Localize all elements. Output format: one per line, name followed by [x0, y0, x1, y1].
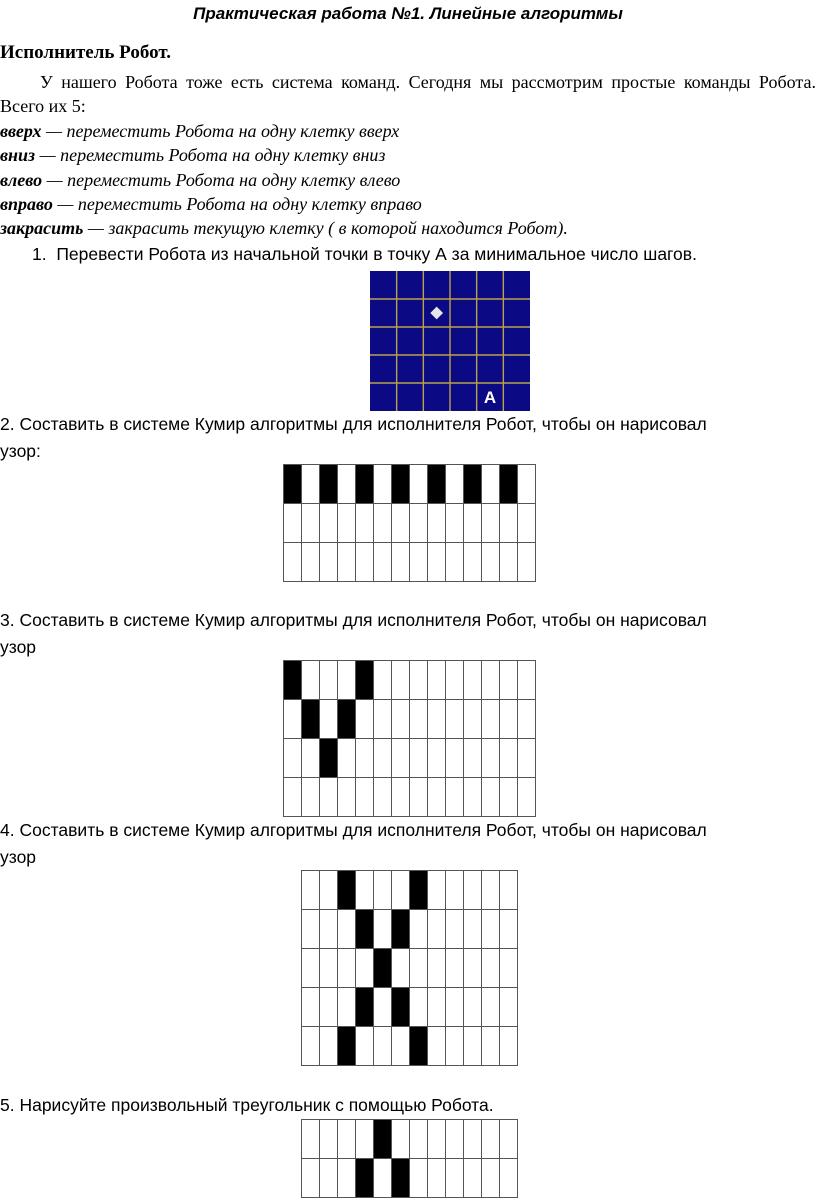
grid-cell — [302, 778, 320, 817]
grid-cell — [284, 778, 302, 817]
grid-cell — [428, 700, 446, 739]
grid-cell — [356, 1120, 374, 1159]
filled-cell — [500, 465, 518, 504]
grid-cell — [446, 1120, 464, 1159]
grid-cell — [356, 871, 374, 910]
grid-cell — [302, 543, 320, 582]
grid-cell — [338, 949, 356, 988]
grid-cell — [338, 778, 356, 817]
grid-cell — [338, 739, 356, 778]
grid-cell — [374, 910, 392, 949]
filled-cell — [338, 700, 356, 739]
grid-cell — [374, 988, 392, 1027]
command-desc: — переместить Робота на одну клетку вниз — [35, 145, 386, 165]
grid-cell — [482, 1027, 500, 1066]
grid-cell — [446, 988, 464, 1027]
grid-cell — [464, 778, 482, 817]
grid-cell — [356, 543, 374, 582]
grid-cell — [338, 988, 356, 1027]
grid-cell — [356, 778, 374, 817]
grid-cell — [302, 871, 320, 910]
filled-cell — [428, 465, 446, 504]
grid-cell — [464, 1159, 482, 1198]
grid-cell — [374, 1027, 392, 1066]
grid-cell — [320, 871, 338, 910]
grid-cell — [302, 988, 320, 1027]
grid-cell — [428, 739, 446, 778]
command-paint — [0, 218, 568, 239]
command-name: закрасить — [0, 218, 84, 238]
grid-cell — [302, 661, 320, 700]
filled-cell — [302, 700, 320, 739]
robot-marker — [430, 307, 443, 320]
command-name: вверх — [0, 121, 42, 141]
filled-cell — [356, 465, 374, 504]
grid-cell — [464, 910, 482, 949]
command-name: вправо — [0, 194, 53, 214]
grid-cell — [338, 1159, 356, 1198]
grid-cell — [410, 778, 428, 817]
pattern-grid-4 — [301, 870, 518, 1066]
grid-cell — [500, 739, 518, 778]
task-4-line-1: 4. Составить в системе Кумир алгоритмы для исполнителя Робот, чтобы он нарисовал — [0, 820, 707, 840]
grid-cell — [374, 871, 392, 910]
grid-cell — [374, 465, 392, 504]
grid-cell — [482, 661, 500, 700]
grid-cell — [428, 543, 446, 582]
grid-cell — [464, 543, 482, 582]
grid-cell — [482, 465, 500, 504]
grid-cell — [302, 465, 320, 504]
grid-cell — [410, 661, 428, 700]
grid-cell — [338, 910, 356, 949]
grid-cell — [500, 778, 518, 817]
grid-cell — [428, 1120, 446, 1159]
grid-cell — [374, 739, 392, 778]
command-left — [0, 170, 400, 191]
task-3-line-2: узор — [0, 637, 37, 657]
grid-cell — [428, 949, 446, 988]
grid-cell — [410, 949, 428, 988]
grid-cell — [518, 504, 536, 543]
grid-cell — [410, 739, 428, 778]
pattern-grid-5 — [301, 1119, 518, 1198]
intro-text: У нашего Робота тоже есть система команд. Сегодня мы рассмотрим простые команды Робота. Всего их 5: — [0, 72, 816, 116]
grid-cell — [428, 504, 446, 543]
command-name: вниз — [0, 145, 36, 165]
filled-cell — [284, 465, 302, 504]
task-number: 1. — [32, 244, 47, 264]
grid-cell — [302, 1120, 320, 1159]
grid-cell — [356, 949, 374, 988]
target-point-label: А — [483, 388, 497, 407]
grid-cell — [446, 465, 464, 504]
grid-cell — [500, 504, 518, 543]
grid-cell — [338, 504, 356, 543]
grid-cell — [320, 910, 338, 949]
grid-cell — [482, 910, 500, 949]
grid-cell — [482, 543, 500, 582]
grid-cell — [446, 739, 464, 778]
grid-cell — [410, 1159, 428, 1198]
grid-cell — [410, 504, 428, 543]
task-2-line-1: 2. Составить в системе Кумир алгоритмы для исполнителя Робот, чтобы он нарисовал — [0, 414, 707, 434]
grid-cell — [428, 1159, 446, 1198]
filled-cell — [392, 465, 410, 504]
grid-cell — [500, 661, 518, 700]
filled-cell — [374, 949, 392, 988]
grid-cell — [356, 700, 374, 739]
grid-cell — [446, 949, 464, 988]
grid-cell — [338, 1120, 356, 1159]
command-up — [0, 121, 399, 142]
task-4-line-2: узор — [0, 847, 37, 867]
filled-cell — [356, 1159, 374, 1198]
filled-cell — [374, 1120, 392, 1159]
grid-cell — [356, 739, 374, 778]
grid-cell — [464, 988, 482, 1027]
grid-cell — [446, 1027, 464, 1066]
command-desc: — переместить Робота на одну клетку влево — [42, 170, 401, 190]
grid-cell — [500, 988, 518, 1027]
grid-cell — [338, 543, 356, 582]
filled-cell — [410, 1027, 428, 1066]
filled-cell — [356, 661, 374, 700]
grid-cell — [482, 739, 500, 778]
grid-cell — [410, 1120, 428, 1159]
grid-cell — [320, 1120, 338, 1159]
grid-cell — [392, 700, 410, 739]
pattern-grid-2 — [283, 464, 536, 582]
grid-cell — [464, 871, 482, 910]
grid-cell — [518, 739, 536, 778]
grid-cell — [446, 910, 464, 949]
grid-cell — [284, 739, 302, 778]
filled-cell — [356, 910, 374, 949]
grid-cell — [446, 543, 464, 582]
grid-cell — [302, 1159, 320, 1198]
filled-cell — [392, 910, 410, 949]
grid-cell — [320, 1027, 338, 1066]
grid-cell — [500, 543, 518, 582]
task-5-line-1: 5. Нарисуйте произвольный треугольник с помощью Робота. — [0, 1095, 494, 1115]
grid-cell — [518, 543, 536, 582]
grid-cell — [500, 1027, 518, 1066]
grid-cell — [428, 661, 446, 700]
command-desc: — закрасить текущую клетку ( в которой находится Робот). — [83, 218, 568, 238]
grid-cell — [518, 700, 536, 739]
grid-cell — [410, 465, 428, 504]
grid-cell — [500, 700, 518, 739]
grid-cell — [464, 700, 482, 739]
grid-cell — [302, 504, 320, 543]
grid-cell — [374, 543, 392, 582]
grid-cell — [482, 778, 500, 817]
grid-cell — [464, 739, 482, 778]
grid-cell — [410, 700, 428, 739]
grid-cell — [500, 910, 518, 949]
grid-cell — [428, 910, 446, 949]
grid-cell — [356, 1027, 374, 1066]
field-grid-lines — [370, 271, 530, 411]
grid-cell — [446, 700, 464, 739]
grid-cell — [482, 1159, 500, 1198]
filled-cell — [320, 465, 338, 504]
grid-cell — [392, 871, 410, 910]
grid-cell — [464, 504, 482, 543]
section-heading: Исполнитель Робот. — [0, 42, 171, 63]
grid-cell — [392, 543, 410, 582]
task-2-line-2: узор: — [0, 441, 41, 461]
filled-cell — [392, 1159, 410, 1198]
grid-cell — [320, 543, 338, 582]
grid-cell — [428, 871, 446, 910]
grid-cell — [320, 988, 338, 1027]
grid-cell — [374, 1159, 392, 1198]
pattern-grid-3 — [283, 660, 536, 817]
command-down — [0, 145, 385, 166]
grid-cell — [482, 1120, 500, 1159]
grid-cell — [302, 1027, 320, 1066]
grid-cell — [320, 778, 338, 817]
grid-cell — [320, 661, 338, 700]
grid-cell — [464, 661, 482, 700]
grid-cell — [518, 465, 536, 504]
grid-cell — [500, 949, 518, 988]
task-3-line-1: 3. Составить в системе Кумир алгоритмы для исполнителя Робот, чтобы он нарисовал — [0, 610, 707, 630]
grid-cell — [500, 871, 518, 910]
grid-cell — [446, 1159, 464, 1198]
grid-cell — [410, 543, 428, 582]
grid-cell — [302, 910, 320, 949]
command-name: влево — [0, 170, 43, 190]
grid-cell — [392, 661, 410, 700]
filled-cell — [392, 988, 410, 1027]
grid-cell — [482, 700, 500, 739]
grid-cell — [320, 700, 338, 739]
filled-cell — [338, 1027, 356, 1066]
grid-cell — [320, 504, 338, 543]
page-title: Практическая работа №1. Линейные алгоритмы — [193, 4, 623, 23]
grid-cell — [464, 949, 482, 988]
grid-cell — [482, 871, 500, 910]
grid-cell — [320, 1159, 338, 1198]
robot-field-svg — [370, 271, 530, 411]
grid-cell — [374, 504, 392, 543]
filled-cell — [410, 871, 428, 910]
grid-cell — [338, 661, 356, 700]
filled-cell — [356, 988, 374, 1027]
grid-cell — [302, 739, 320, 778]
grid-cell — [410, 910, 428, 949]
grid-cell — [284, 543, 302, 582]
grid-cell — [482, 949, 500, 988]
grid-cell — [482, 988, 500, 1027]
task-1 — [32, 244, 697, 265]
grid-cell — [392, 504, 410, 543]
robot-field — [370, 271, 530, 411]
command-right — [0, 194, 422, 215]
grid-cell — [302, 949, 320, 988]
grid-cell — [446, 661, 464, 700]
grid-cell — [446, 504, 464, 543]
grid-cell — [482, 504, 500, 543]
intro-paragraph — [0, 70, 816, 118]
filled-cell — [464, 465, 482, 504]
grid-cell — [464, 1027, 482, 1066]
grid-cell — [446, 778, 464, 817]
filled-cell — [338, 871, 356, 910]
grid-cell — [518, 661, 536, 700]
grid-cell — [284, 700, 302, 739]
grid-cell — [410, 988, 428, 1027]
filled-cell — [284, 661, 302, 700]
grid-cell — [284, 504, 302, 543]
grid-cell — [500, 1159, 518, 1198]
grid-cell — [374, 778, 392, 817]
grid-cell — [428, 778, 446, 817]
grid-cell — [428, 988, 446, 1027]
grid-cell — [446, 871, 464, 910]
grid-cell — [464, 1120, 482, 1159]
grid-cell — [428, 1027, 446, 1066]
grid-cell — [356, 504, 374, 543]
grid-cell — [374, 661, 392, 700]
command-desc: — переместить Робота на одну клетку вверх — [41, 121, 400, 141]
grid-cell — [392, 739, 410, 778]
grid-cell — [320, 949, 338, 988]
grid-cell — [392, 778, 410, 817]
grid-cell — [500, 1120, 518, 1159]
filled-cell — [320, 739, 338, 778]
grid-cell — [518, 778, 536, 817]
task-text: Перевести Робота из начальной точки в точку А за минимальное число шагов. — [56, 244, 697, 264]
grid-cell — [392, 1027, 410, 1066]
grid-cell — [392, 1120, 410, 1159]
grid-cell — [392, 949, 410, 988]
command-desc: — переместить Робота на одну клетку вправо — [52, 194, 422, 214]
grid-cell — [374, 700, 392, 739]
grid-cell — [338, 465, 356, 504]
